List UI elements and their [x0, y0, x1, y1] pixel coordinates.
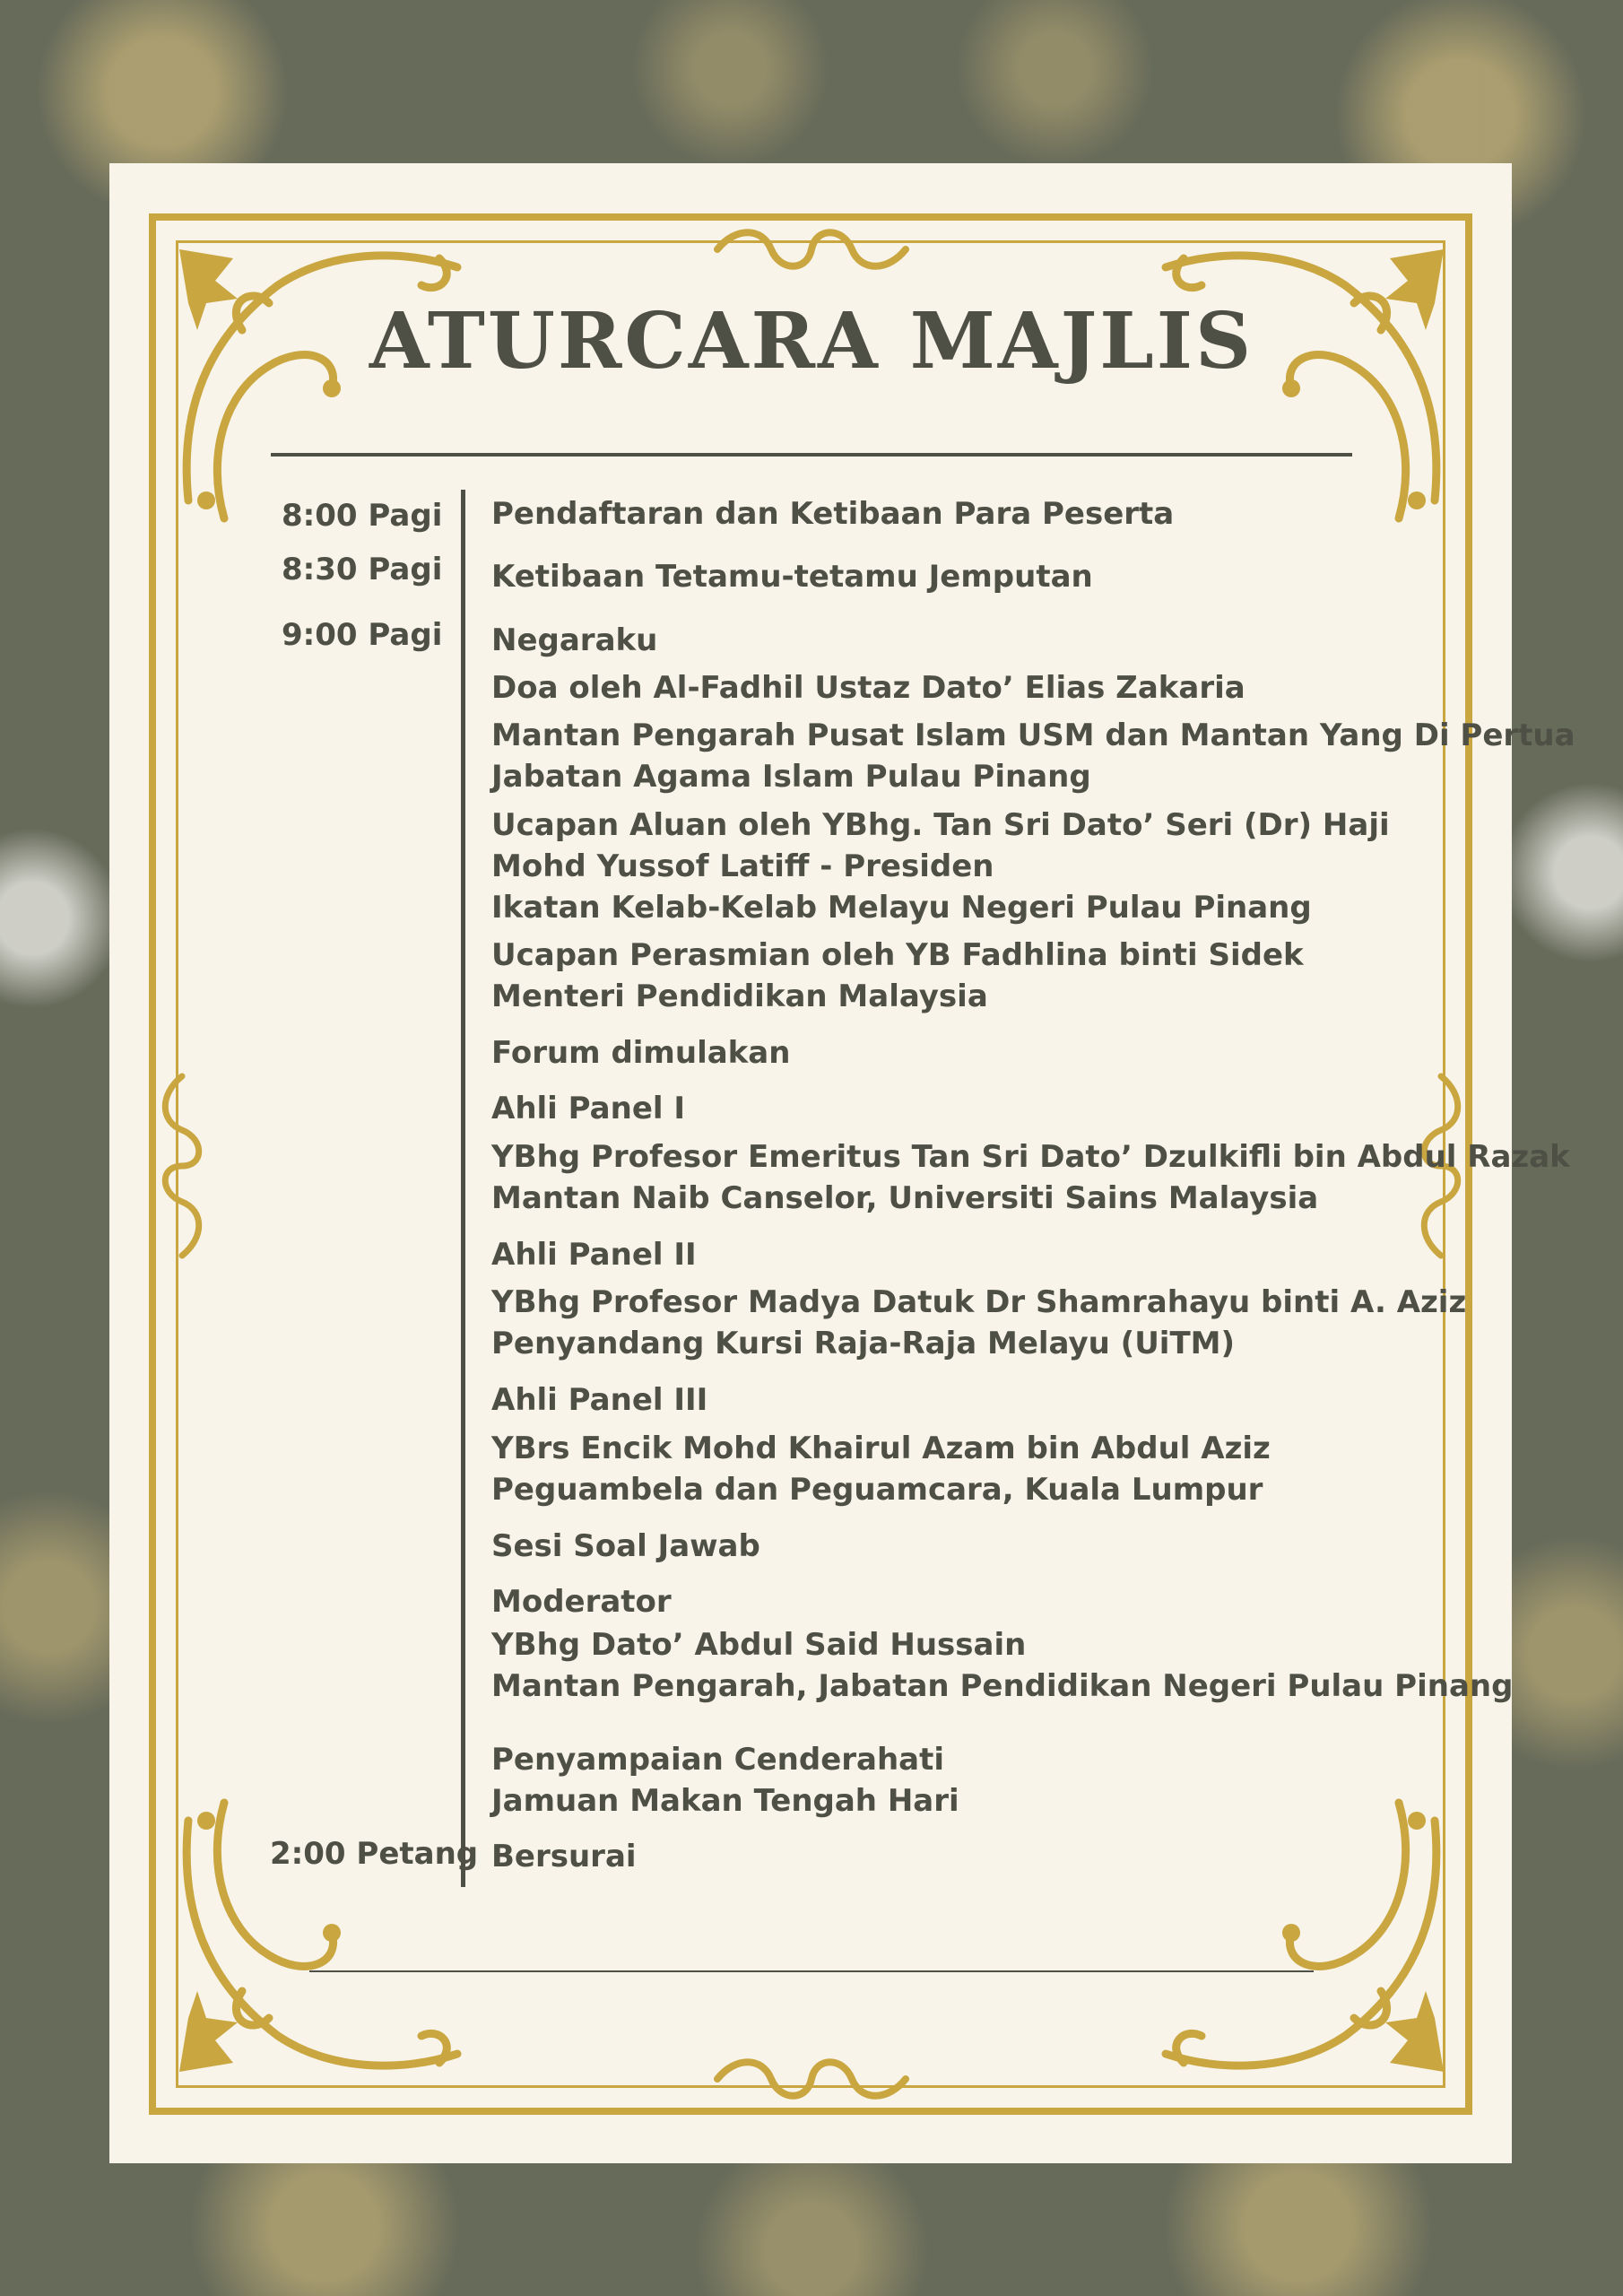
agenda-item: YBhg Dato’ Abdul Said Hussain: [491, 1627, 1027, 1663]
agenda-item: Ucapan Aluan oleh YBhg. Tan Sri Dato’ Seri (Dr) Haji: [491, 807, 1390, 843]
agenda-item: Mantan Pengarah, Jabatan Pendidikan Negeri Pulau Pinang: [491, 1668, 1514, 1704]
agenda-item: Sesi Soal Jawab: [491, 1528, 760, 1564]
time-label: 2:00 Petang: [270, 1836, 479, 1872]
scroll-ornament-left: [160, 1067, 204, 1265]
agenda-item: Penyampaian Cenderahati: [491, 1742, 945, 1778]
agenda-item: Negaraku: [491, 622, 658, 658]
agenda-item: YBhg Profesor Emeritus Tan Sri Dato’ Dzulkifli bin Abdul Razak: [491, 1139, 1570, 1175]
agenda-item: Bersurai: [491, 1839, 637, 1874]
title-divider: [271, 453, 1352, 457]
agenda-item: Ucapan Perasmian oleh YB Fadhlina binti Sidek: [491, 937, 1304, 973]
time-label: 8:00 Pagi: [282, 498, 443, 534]
agenda-item: Mantan Pengarah Pusat Islam USM dan Mantan Yang Di Pertua: [491, 718, 1575, 753]
corner-ornament-bottom-right: [1130, 1785, 1453, 2090]
agenda-item: Mohd Yussof Latiff - Presiden: [491, 848, 994, 884]
time-label: 9:00 Pagi: [282, 617, 443, 653]
bottom-divider: [309, 1970, 1314, 1972]
agenda-item: Ikatan Kelab-Kelab Melayu Negeri Pulau Pinang: [491, 890, 1312, 926]
time-label: 8:30 Pagi: [282, 552, 443, 587]
page-title: ATURCARA MAJLIS: [369, 296, 1254, 387]
agenda-item: Doa oleh Al-Fadhil Ustaz Dato’ Elias Zakaria: [491, 670, 1245, 706]
agenda-item: YBrs Encik Mohd Khairul Azam bin Abdul Aziz: [491, 1431, 1271, 1466]
timeline-divider: [461, 490, 465, 1887]
agenda-item: YBhg Profesor Madya Datuk Dr Shamrahayu binti A. Aziz: [491, 1284, 1467, 1320]
agenda-item: Pendaftaran dan Ketibaan Para Peserta: [491, 496, 1175, 532]
scroll-ornament-top: [708, 222, 915, 276]
agenda-item: Ahli Panel III: [491, 1382, 708, 1418]
agenda-item: Penyandang Kursi Raja-Raja Melayu (UiTM): [491, 1326, 1236, 1361]
scroll-ornament-bottom: [708, 2052, 915, 2106]
agenda-item: Menteri Pendidikan Malaysia: [491, 978, 988, 1014]
agenda-item: Forum dimulakan: [491, 1035, 791, 1071]
agenda-item: Ketibaan Tetamu-tetamu Jemputan: [491, 559, 1093, 595]
agenda-item: Moderator: [491, 1584, 672, 1620]
corner-ornament-bottom-left: [170, 1785, 493, 2090]
agenda-item: Ahli Panel I: [491, 1091, 686, 1126]
agenda-item: Ahli Panel II: [491, 1237, 697, 1273]
agenda-item: Mantan Naib Canselor, Universiti Sains Malaysia: [491, 1180, 1319, 1216]
agenda-item: Jabatan Agama Islam Pulau Pinang: [491, 759, 1091, 795]
agenda-item: Peguambela dan Peguamcara, Kuala Lumpur: [491, 1472, 1263, 1508]
agenda-item: Jamuan Makan Tengah Hari: [491, 1783, 959, 1819]
